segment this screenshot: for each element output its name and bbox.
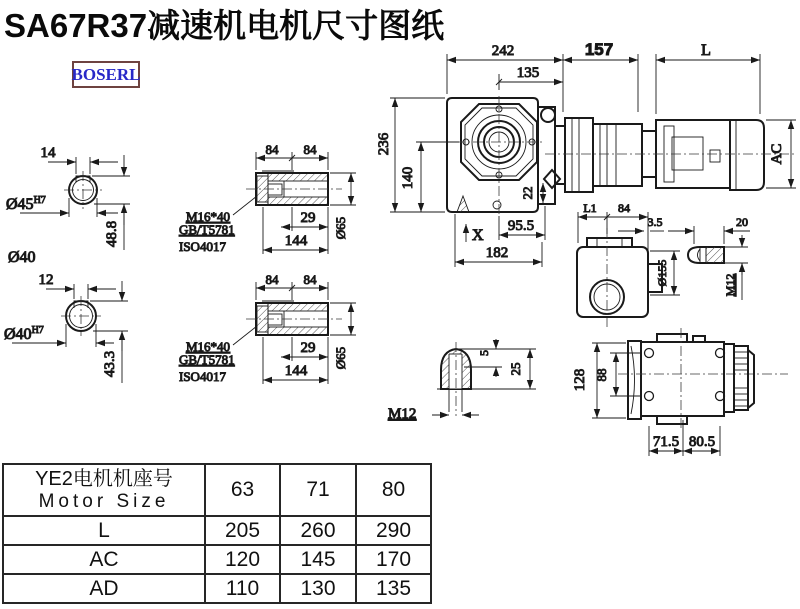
table-header-label xyxy=(3,464,205,516)
dim-shaft-len-b: 84 xyxy=(303,142,317,157)
value-L-80: 290 xyxy=(356,516,431,545)
front-view xyxy=(376,40,796,267)
row-label-L: L xyxy=(3,516,205,545)
value-L-71: 260 xyxy=(280,516,356,545)
motor-size-table xyxy=(2,463,432,604)
value-AD-80: 135 xyxy=(356,574,431,603)
side-view xyxy=(577,201,680,327)
value-AC-80: 170 xyxy=(356,545,431,574)
dim-key-width-a: 14 xyxy=(40,145,56,161)
row-label-AD: AD xyxy=(3,574,205,603)
label-marker-x: X xyxy=(472,227,484,244)
hollow-shaft-section-b xyxy=(4,272,128,383)
table-row-AD xyxy=(3,574,431,603)
value-L-63: 205 xyxy=(205,516,280,545)
dim-total-len: 144 xyxy=(284,233,308,249)
value-AD-63: 110 xyxy=(205,574,280,603)
dim-flange-dia: Ø155 xyxy=(655,259,669,287)
output-shaft-view xyxy=(179,142,356,254)
row-label-AC: AC xyxy=(3,545,205,574)
dim-width: 242 xyxy=(491,43,515,59)
dim-key-width-b: 12 xyxy=(38,272,54,288)
dim-bore-b: $Ø40^{H7}$ xyxy=(4,325,44,343)
dim-shaft-len-a: 84 xyxy=(265,142,279,157)
label-end-thread: M12 xyxy=(388,406,417,422)
table-size-71: 71 xyxy=(280,464,356,516)
dim-center-to-face: 135 xyxy=(516,65,540,81)
page-title: SA67R37减速机电机尺寸图纸 xyxy=(4,7,445,44)
hollow-shaft-section-a xyxy=(6,145,130,266)
label-shaft-od: Ø40 xyxy=(8,249,36,266)
dim-l1: L1 xyxy=(583,201,597,215)
dim-lip: 3.5 xyxy=(647,215,663,229)
table-size-63: 63 xyxy=(205,464,280,516)
table-header-en: Motor Size xyxy=(38,490,170,512)
dim-foot-b: 182 xyxy=(485,245,509,261)
dim-slot-length: 20 xyxy=(736,215,748,229)
dim-motor-length: L xyxy=(701,42,711,59)
dim-height: 236 xyxy=(376,132,392,156)
dim-thread-len: 29 xyxy=(300,210,316,226)
table-size-80: 80 xyxy=(356,464,431,516)
dim-side-width: 84 xyxy=(618,201,630,215)
dim-slot-span: 88 xyxy=(594,368,609,382)
dim-slot-thread: M12 xyxy=(723,273,737,297)
label-thread-callout: M16*40 xyxy=(186,209,231,224)
table-header-row xyxy=(3,464,431,516)
dim-motor-flange-len: 157 xyxy=(584,40,614,59)
dim-keyway-depth-b: 43.3 xyxy=(102,350,118,378)
top-view xyxy=(572,328,788,456)
dim-plug: 22 xyxy=(520,186,535,200)
dim-top-foot-b: 80.5 xyxy=(688,434,716,450)
brand-logo-text: BOSERL xyxy=(71,64,141,84)
dim-motor-dia: AC xyxy=(769,143,785,165)
label-standard-2: ISO4017 xyxy=(179,239,226,254)
value-AC-71: 145 xyxy=(280,545,356,574)
dim-top-height: 128 xyxy=(572,368,588,392)
slot-detail xyxy=(668,215,750,300)
dim-keyway-depth-a: 48.8 xyxy=(104,220,120,248)
value-AC-63: 120 xyxy=(205,545,280,574)
dim-shaft-dia: Ø65 xyxy=(333,216,348,240)
dim-foot-a: 95.5 xyxy=(507,218,535,234)
table-row-L xyxy=(3,516,431,545)
value-AD-71: 130 xyxy=(280,574,356,603)
dim-top-foot-a: 71.5 xyxy=(652,434,680,450)
table-row-AC xyxy=(3,545,431,574)
label-standard-1: GB/T5781 xyxy=(179,222,235,237)
dim-bore-a: $Ø45^{H7}$ xyxy=(6,195,46,213)
shaft-end-detail xyxy=(388,339,536,422)
dim-end-depth-a: 5 xyxy=(477,350,491,356)
table-header-cn: YE2电机机座号 xyxy=(35,467,173,490)
dim-end-depth-b: 25 xyxy=(508,362,523,376)
output-shaft-view-2 xyxy=(179,272,356,384)
dim-center-height: 140 xyxy=(400,166,416,190)
